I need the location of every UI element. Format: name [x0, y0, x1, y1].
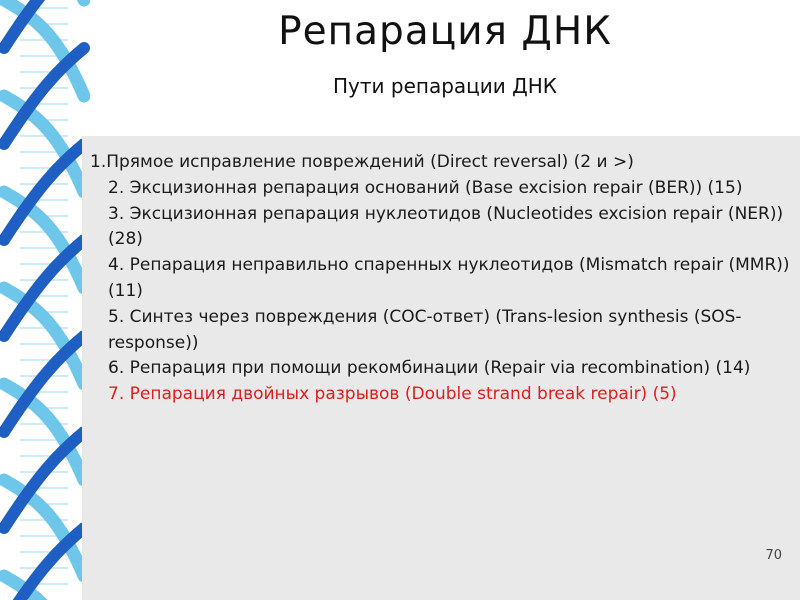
list-item-text: 6. Репарация при помощи рекомбинации (Repair via recombination) (14) — [108, 358, 751, 379]
list-item-text: 4. Репарация неправильно спаренных нуклеотидов (Mismatch repair (MMR)) (11) — [108, 255, 790, 301]
list-item-highlighted — [90, 382, 792, 408]
list-item — [90, 150, 792, 176]
list-item-text: 7. Репарация двойных разрывов (Double strand break repair) (5) — [108, 384, 677, 405]
repair-pathways-list — [90, 150, 792, 408]
list-item-text: 3. Эксцизионная репарация нуклеотидов (Nucleotides excision repair (NER)) (28) — [108, 203, 784, 250]
list-item — [90, 356, 792, 382]
list-item — [90, 305, 792, 357]
list-item — [90, 253, 792, 305]
list-item — [90, 202, 792, 254]
page-number: 70 — [765, 548, 782, 563]
list-item-text: 5. Синтез через повреждения (СОС-ответ) (Trans-lesion synthesis (SOS-response)) — [108, 306, 742, 353]
slide-title: Репарация ДНК — [278, 9, 612, 54]
list-item-text: 1.Прямое исправление повреждений (Direct reversal) (2 и >) — [90, 152, 634, 172]
list-item — [90, 176, 792, 202]
list-item-text: 2. Эксцизионная репарация оснований (Base excision repair (BER)) (15) — [108, 177, 743, 198]
slide-subtitle: Пути репарации ДНК — [333, 74, 557, 98]
dna-helix-icon — [0, 0, 90, 600]
